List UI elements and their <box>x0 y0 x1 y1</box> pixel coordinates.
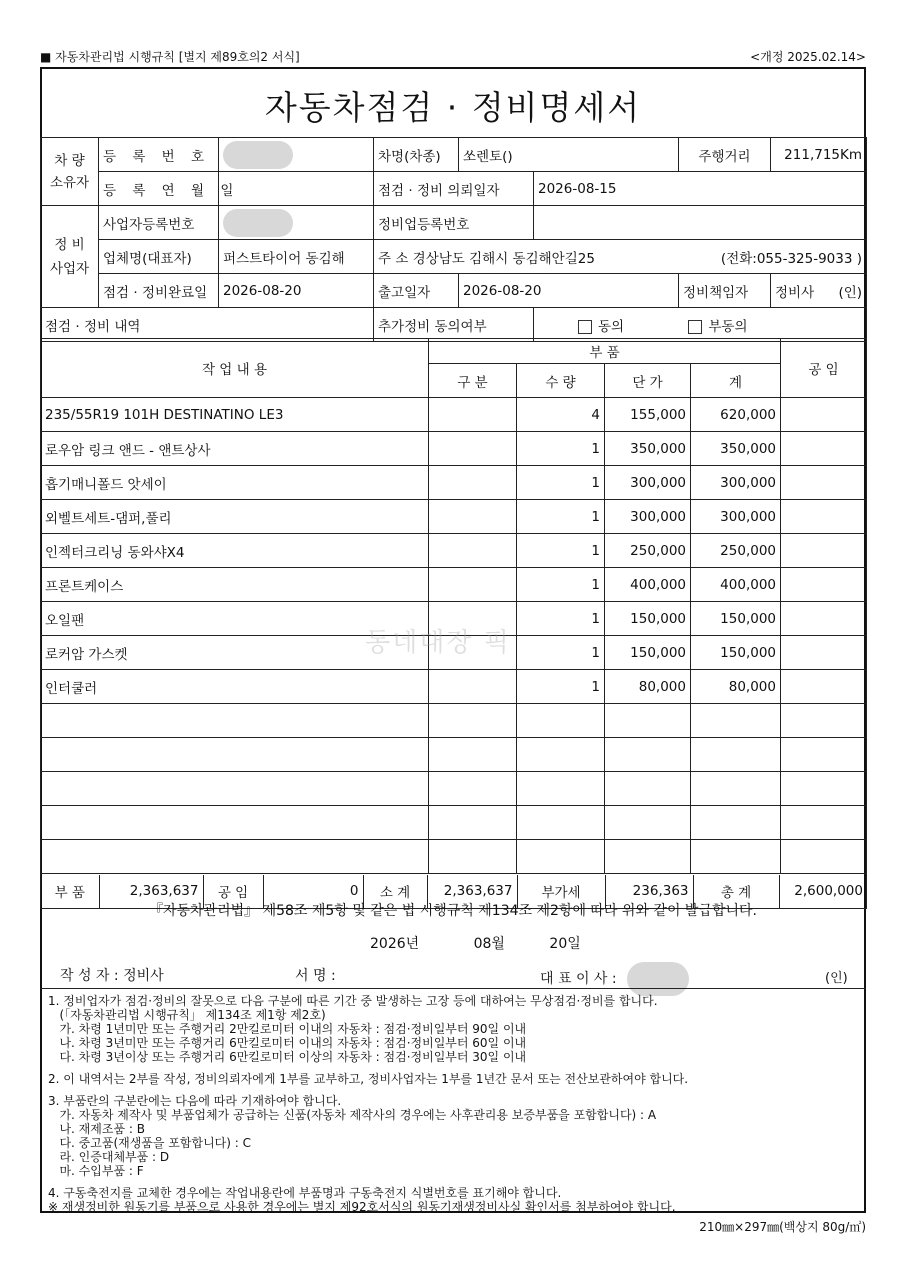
item-unit-price: 300,000 <box>605 500 691 534</box>
company-value: 퍼스트타이어 동김해 <box>219 240 374 274</box>
shop-reg-label: 정비업등록번호 <box>374 206 534 240</box>
item-labor <box>781 670 867 704</box>
item-total: 350,000 <box>691 432 781 466</box>
item-qty <box>517 704 605 738</box>
item-total: 620,000 <box>691 398 781 432</box>
note-line <box>48 1178 688 1186</box>
item-category <box>429 432 517 466</box>
item-qty: 4 <box>517 398 605 432</box>
item-qty: 1 <box>517 568 605 602</box>
col-parts: 부 품 <box>429 339 781 364</box>
item-unit-price <box>605 772 691 806</box>
col-total: 계 <box>691 364 781 398</box>
item-labor <box>781 500 867 534</box>
item-name: 흡기매니폴드 앗세이 <box>41 466 429 500</box>
release-date-value: 2026-08-20 <box>459 274 679 308</box>
item-name: 외벨트세트-댐퍼,풀리 <box>41 500 429 534</box>
item-total: 400,000 <box>691 568 781 602</box>
notes-divider <box>40 988 866 989</box>
biz-no-label: 사업자등록번호 <box>99 206 219 240</box>
item-category <box>429 738 517 772</box>
company-label: 업체명(대표자) <box>99 240 219 274</box>
consent-cell <box>534 308 867 342</box>
table-row <box>41 670 867 704</box>
law-reference: ■ 자동차관리법 시행규칙 [별지 제89호의2 서식] <box>40 50 300 64</box>
grand-total-label: 총 계 <box>693 875 779 908</box>
item-unit-price: 80,000 <box>605 670 691 704</box>
table-row <box>41 704 867 738</box>
item-labor <box>781 840 867 874</box>
release-date-label: 출고일자 <box>374 274 459 308</box>
issue-year: 2026년 <box>370 936 420 952</box>
note-line: 다. 차령 3년이상 또는 주행거리 6만킬로미터 이상의 자동차 : 점검·정비일부터 30일 이내 <box>48 1050 527 1064</box>
vat-label: 부가세 <box>517 875 605 908</box>
item-name: 로커암 가스켓 <box>41 636 429 670</box>
item-total: 300,000 <box>691 466 781 500</box>
table-row <box>41 772 867 806</box>
table-row <box>41 466 867 500</box>
note-line: 가. 차령 1년미만 또는 주행거리 2만킬로미터 이내의 자동차 : 점검·정비일부터 90일 이내 <box>48 1022 527 1036</box>
item-category <box>429 806 517 840</box>
subtotal-label: 소 계 <box>363 875 427 908</box>
note-line: 나. 차령 3년미만 또는 주행거리 6만킬로미터 이내의 자동차 : 점검·정비일부터 60일 이내 <box>48 1036 527 1050</box>
item-unit-price <box>605 840 691 874</box>
shop-row-label: 정 비 사업자 <box>41 206 99 308</box>
note-line: 마. 수입부품 : F <box>48 1164 144 1178</box>
disagree-checkbox[interactable] <box>688 320 702 334</box>
item-name <box>41 806 429 840</box>
item-labor <box>781 398 867 432</box>
note-line: 라. 인증대체부품 : D <box>48 1150 170 1164</box>
item-labor <box>781 772 867 806</box>
item-labor <box>781 704 867 738</box>
col-labor: 공 임 <box>781 339 867 398</box>
mileage-label: 주행거리 <box>679 138 771 172</box>
address-value: 경상남도 김해시 동김해안길25 <box>412 250 595 267</box>
table-row <box>41 534 867 568</box>
item-total <box>691 738 781 772</box>
item-total <box>691 704 781 738</box>
model-value: 쏘렌토() <box>459 138 679 172</box>
shop-reg-value <box>534 206 867 240</box>
note-line: ※ 재생정비한 원동기를 부품으로 사용한 경우에는 별지 제92호서식의 원동기재생정비사실 확인서를 첨부하여야 합니다. <box>48 1200 676 1214</box>
note-line: 1. 정비업자가 점검·정비의 잘못으로 다음 구분에 따른 기간 중 발생하는 고장 등에 대하여는 무상점검·정비를 합니다. <box>48 994 658 1008</box>
col-qty: 수 량 <box>517 364 605 398</box>
biz-no-value <box>219 206 374 240</box>
item-unit-price: 300,000 <box>605 466 691 500</box>
agree-checkbox[interactable] <box>578 320 592 334</box>
note-line: (「자동차관리법 시행규칙」 제134조 제1항 제2호) <box>48 1008 326 1022</box>
reg-no-label: 등 록 번 호 <box>99 138 219 172</box>
item-qty <box>517 738 605 772</box>
item-total <box>691 840 781 874</box>
item-category <box>429 772 517 806</box>
table-row <box>41 398 867 432</box>
item-category <box>429 500 517 534</box>
signature-label: 서 명 : <box>295 968 336 984</box>
item-labor <box>781 432 867 466</box>
col-category: 구 분 <box>429 364 517 398</box>
item-labor <box>781 568 867 602</box>
item-labor <box>781 602 867 636</box>
notes <box>48 994 688 1214</box>
note-line: 나. 재제조품 : B <box>48 1122 145 1136</box>
table-row <box>41 500 867 534</box>
manager-value: 정비사 <box>775 284 815 301</box>
table-row <box>41 840 867 874</box>
manager-label: 정비책임자 <box>679 274 771 308</box>
table-row <box>41 806 867 840</box>
table-row <box>41 568 867 602</box>
item-labor <box>781 534 867 568</box>
details-label: 점검 · 정비 내역 <box>41 308 374 342</box>
col-work: 작 업 내 용 <box>41 339 429 398</box>
item-labor <box>781 806 867 840</box>
note-line: 3. 부품란의 구분란에는 다음에 따라 기재하여야 합니다. <box>48 1094 342 1108</box>
reg-date-value <box>219 172 374 206</box>
item-total: 300,000 <box>691 500 781 534</box>
item-unit-price <box>605 738 691 772</box>
redacted-mark <box>223 141 293 169</box>
item-name <box>41 738 429 772</box>
item-qty: 1 <box>517 670 605 704</box>
revision-date: <개정 2025.02.14> <box>750 50 866 64</box>
author-value: 정비사 <box>123 968 164 984</box>
item-category <box>429 568 517 602</box>
item-name <box>41 840 429 874</box>
item-unit-price <box>605 806 691 840</box>
item-category <box>429 704 517 738</box>
labor-sum-value: 0 <box>263 875 363 908</box>
ceo-label: 대 표 이 사 : <box>540 971 617 987</box>
info-table <box>40 137 867 342</box>
subtotal-value: 2,363,637 <box>427 875 517 908</box>
grand-total-value: 2,600,000 <box>794 883 863 899</box>
item-name: 235/55R19 101H DESTINATINO LE3 <box>41 398 429 432</box>
item-name: 인젝터크리닝 동와샤X4 <box>41 534 429 568</box>
paper-spec: 210㎜×297㎜(백상지 80g/㎡) <box>699 1220 866 1234</box>
phone-value: (전화:055-325-9033 ) <box>720 250 863 267</box>
extra-label: 추가정비 동의여부 <box>374 308 534 342</box>
complete-date-value: 2026-08-20 <box>219 274 374 308</box>
item-qty: 1 <box>517 636 605 670</box>
item-unit-price: 250,000 <box>605 534 691 568</box>
item-qty: 1 <box>517 500 605 534</box>
item-total: 250,000 <box>691 534 781 568</box>
item-labor <box>781 466 867 500</box>
vat-value: 236,363 <box>605 875 693 908</box>
issue-date <box>370 933 581 953</box>
item-total: 150,000 <box>691 602 781 636</box>
agree-option[interactable]: 동의 <box>578 319 624 335</box>
item-name: 오일팬 <box>41 602 429 636</box>
ceo-seal: (인) <box>825 971 848 986</box>
item-unit-price: 150,000 <box>605 636 691 670</box>
item-qty: 1 <box>517 466 605 500</box>
note-line: 가. 자동차 제작사 및 부품업체가 공급하는 신품(자동차 제작사의 경우에는 사후관리용 보증부품을 포함합니다) : A <box>48 1108 657 1122</box>
item-unit-price: 400,000 <box>605 568 691 602</box>
reg-no-value <box>219 138 374 172</box>
item-qty <box>517 840 605 874</box>
item-category <box>429 840 517 874</box>
parts-sum-label: 부 품 <box>41 875 99 908</box>
reg-date-label: 등 록 연 월 일 <box>99 172 219 206</box>
item-qty: 1 <box>517 432 605 466</box>
item-total: 80,000 <box>691 670 781 704</box>
issue-statement: 『자동차관리법』 제58조 제5항 및 같은 법 시행규칙 제134조 제2항에 따라 위와 같이 발급합니다. <box>148 903 758 919</box>
item-name: 프론트케이스 <box>41 568 429 602</box>
item-name: 로우암 링크 앤드 - 앤트상사 <box>41 432 429 466</box>
note-line: 4. 구동축전지를 교체한 경우에는 작업내용란에 부품명과 구동축전지 식별번호를 표기해야 합니다. <box>48 1186 562 1200</box>
item-unit-price <box>605 704 691 738</box>
document-title: 자동차점검 · 정비명세서 <box>264 88 642 127</box>
model-label: 차명(차종) <box>374 138 459 172</box>
owner-row-label: 차 량 소유자 <box>41 138 99 206</box>
complete-date-label: 점검 · 정비완료일 <box>99 274 219 308</box>
note-line <box>48 1064 688 1072</box>
item-unit-price: 150,000 <box>605 602 691 636</box>
note-line: 2. 이 내역서는 2부를 작성, 정비의뢰자에게 1부를 교부하고, 정비사업자는 1부를 1년간 문서 또는 전산보관하여야 합니다. <box>48 1072 689 1086</box>
col-unit-price: 단 가 <box>605 364 691 398</box>
item-unit-price: 155,000 <box>605 398 691 432</box>
item-total <box>691 806 781 840</box>
item-qty <box>517 772 605 806</box>
issue-month: 08월 <box>473 936 505 952</box>
address-cell <box>374 240 867 274</box>
redacted-mark <box>223 209 293 237</box>
labor-sum-label: 공 임 <box>203 875 263 908</box>
request-date-label: 점검 · 정비 의뢰일자 <box>374 172 534 206</box>
redacted-mark <box>627 962 689 996</box>
item-name <box>41 704 429 738</box>
ceo <box>540 962 689 996</box>
item-total <box>691 772 781 806</box>
request-date-value: 2026-08-15 <box>534 172 867 206</box>
item-total: 150,000 <box>691 636 781 670</box>
item-category <box>429 534 517 568</box>
item-name: 인터쿨러 <box>41 670 429 704</box>
item-category <box>429 466 517 500</box>
parts-sum-value: 2,363,637 <box>99 875 203 908</box>
author-label: 작 성 자 : <box>60 968 119 984</box>
manager-cell <box>771 274 867 308</box>
item-qty: 1 <box>517 602 605 636</box>
item-qty: 1 <box>517 534 605 568</box>
item-name <box>41 772 429 806</box>
manager-seal: (인) <box>838 284 863 301</box>
item-unit-price: 350,000 <box>605 432 691 466</box>
issue-day: 20일 <box>549 936 581 952</box>
disagree-option[interactable]: 부동의 <box>688 319 747 335</box>
item-labor <box>781 738 867 772</box>
mileage-value: 211,715Km <box>771 138 867 172</box>
item-labor <box>781 636 867 670</box>
item-qty <box>517 806 605 840</box>
note-line: 다. 중고품(재생품을 포함합니다) : C <box>48 1136 251 1150</box>
note-line <box>48 1086 688 1094</box>
table-row <box>41 432 867 466</box>
table-row <box>41 738 867 772</box>
author <box>60 965 164 985</box>
watermark: 동네대장 픽 <box>365 628 511 658</box>
item-category <box>429 670 517 704</box>
address-label: 주 소 <box>378 250 409 267</box>
item-category <box>429 398 517 432</box>
